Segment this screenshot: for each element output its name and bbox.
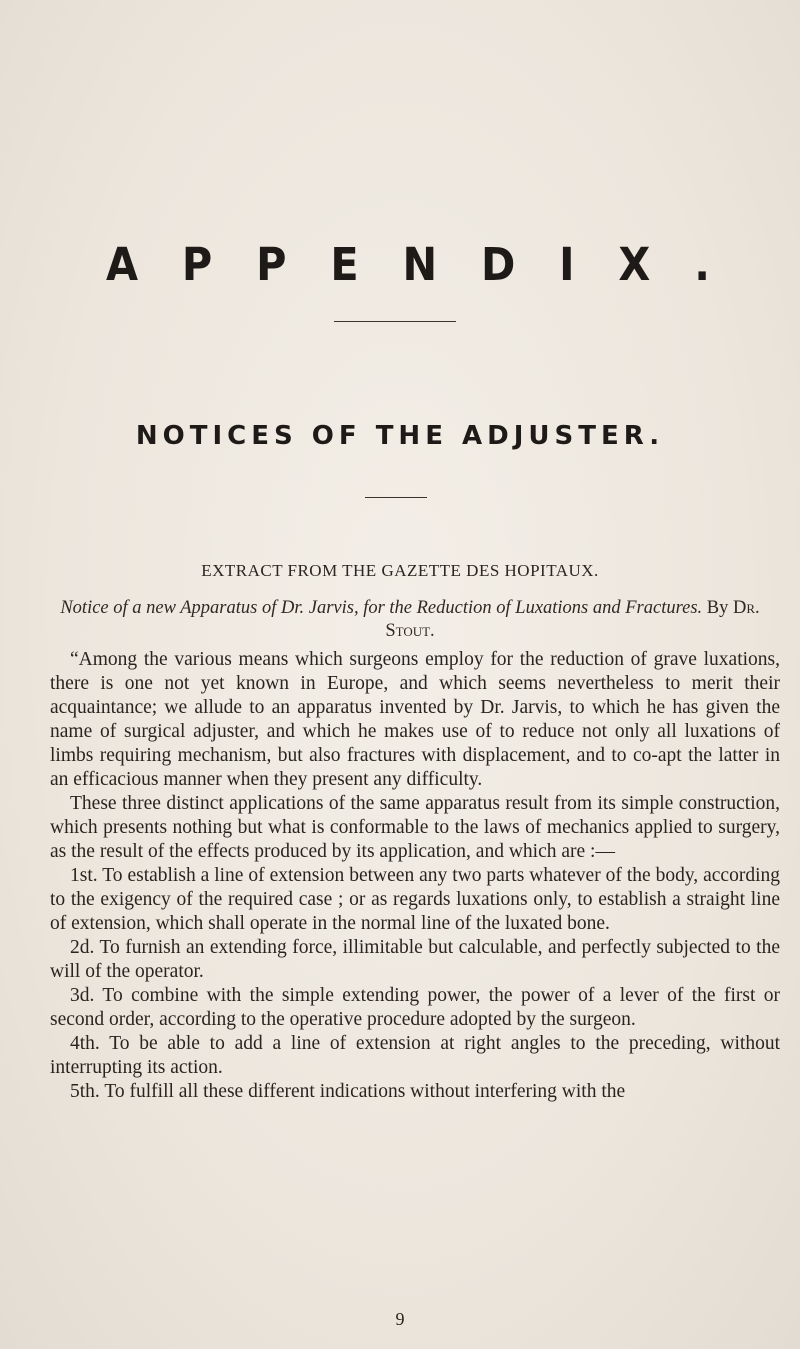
appendix-title: A P P E N D I X . bbox=[106, 238, 725, 291]
body-text bbox=[50, 648, 780, 1104]
paragraph: These three distinct applications of the same apparatus result from its simple construction, which presents nothing but what is conformable to the laws of mechanics applied to surgery, as the result of the effects produced by its application, and which are :— bbox=[50, 793, 780, 862]
paragraph: 3d. To combine with the simple extending power, the power of a lever of the first or second order, according to the operative procedure adopted by the surgeon. bbox=[50, 985, 780, 1030]
notice-subtitle bbox=[50, 597, 770, 643]
paragraph: 2d. To furnish an extending force, illimitable but calculable, and perfectly subjected to the will of the operator. bbox=[50, 937, 780, 982]
paragraph: 1st. To establish a line of extension between any two parts whatever of the body, according to the exigency of the required case ; or as regards luxations only, to establish a straight line of extension, which shall operate in the normal line of the luxated bone. bbox=[50, 865, 780, 934]
paragraph: 4th. To be able to add a line of extension at right angles to the preceding, without interrupting its action. bbox=[50, 1033, 780, 1078]
section-divider-rule bbox=[365, 497, 427, 498]
page-number: 9 bbox=[395, 1309, 405, 1329]
title-divider-rule bbox=[334, 321, 456, 322]
notice-subtitle-by: By bbox=[706, 598, 729, 618]
section-title: NOTICES OF THE ADJUSTER. bbox=[135, 421, 665, 451]
notice-subtitle-author: Dr. Stout. bbox=[385, 598, 760, 641]
paragraph: 5th. To fulfill all these different indications without interfering with the bbox=[70, 1081, 626, 1102]
notice-subtitle-italic: Notice of a new Apparatus of Dr. Jarvis, for the Reduction of Luxations and Fractures. bbox=[60, 598, 703, 618]
extract-heading: EXTRACT FROM THE GAZETTE DES HOPITAUX. bbox=[201, 561, 599, 580]
paragraph: “Among the various means which surgeons employ for the reduction of grave luxations, there is one not yet known in Europe, and which seems nevertheless to merit their acquaintance; we allude to an apparatus invented by Dr. Jarvis, to which he has given the name of surgical adjuster, and which he makes use of to reduce not only all luxations of limbs requiring mechanism, but also fractures with displacement, and to co-apt the latter in an efficacious manner when they present any difficulty. bbox=[50, 649, 780, 790]
